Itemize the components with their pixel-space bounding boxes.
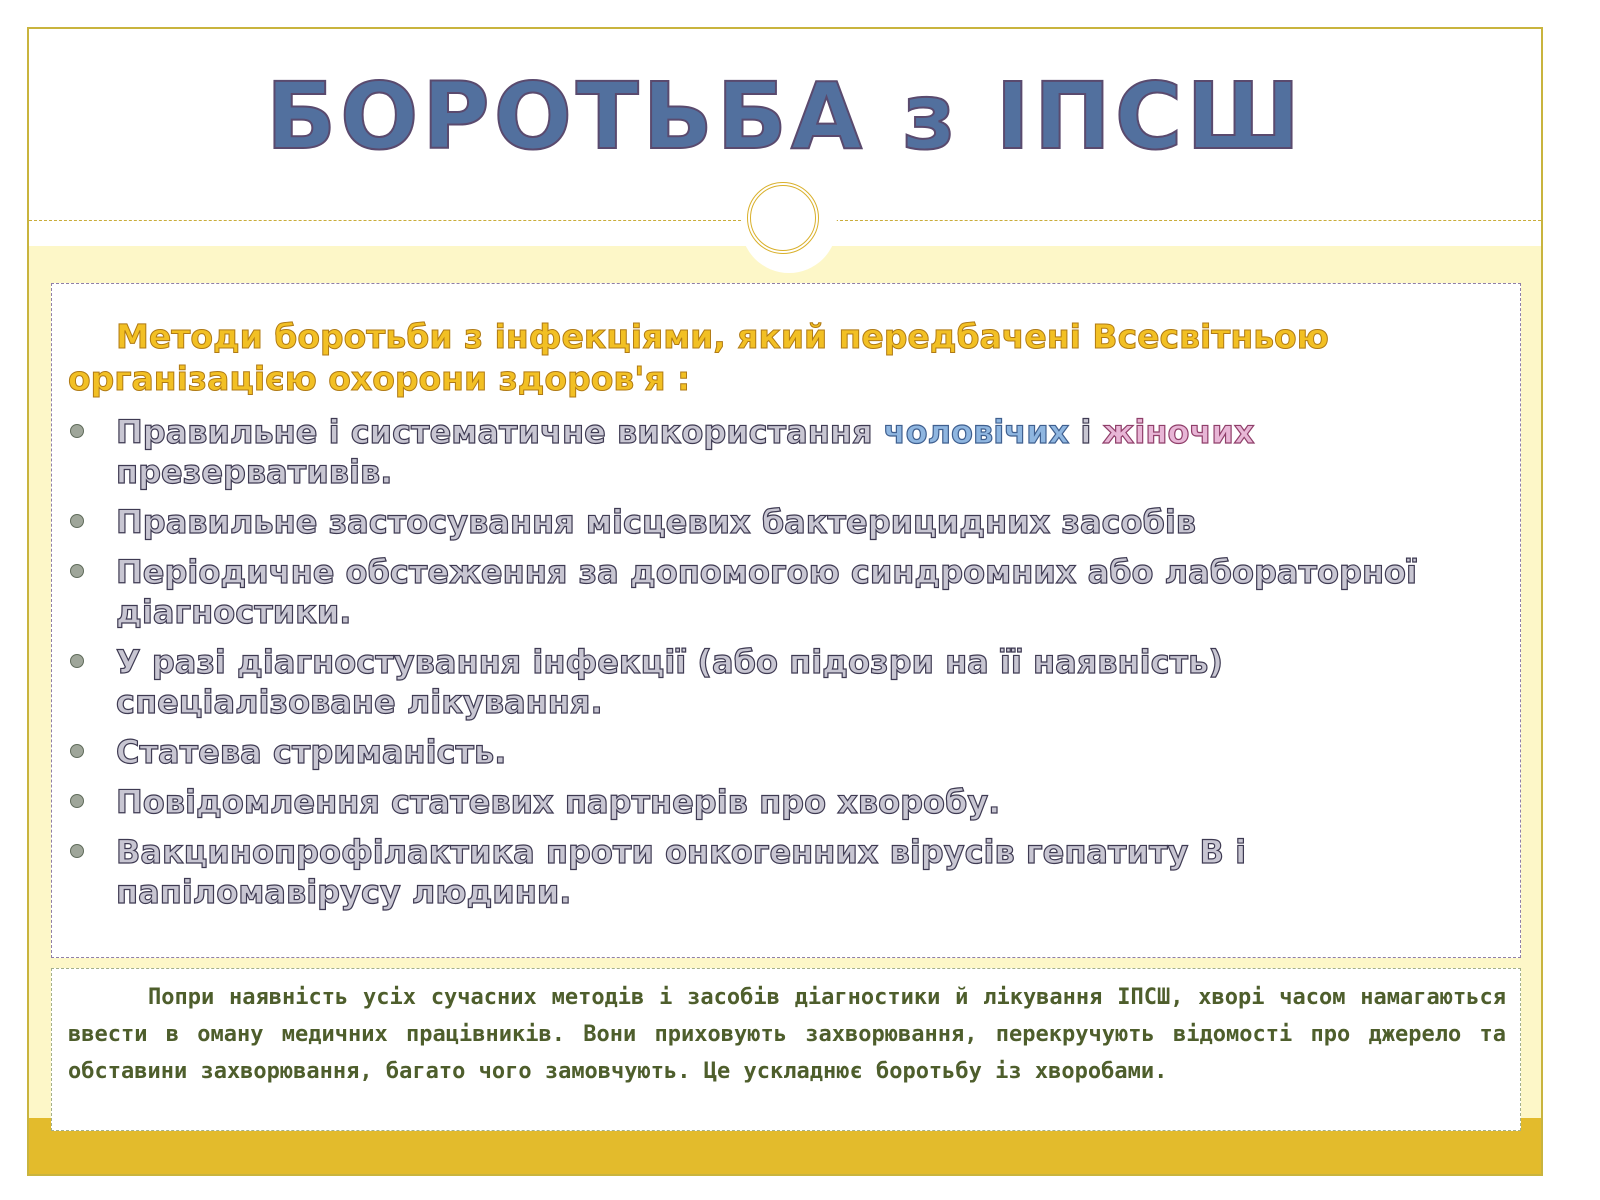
bullet-dot-icon <box>70 794 84 808</box>
note-paragraph: Попри наявність усіх сучасних методів і засобів діагностики й лікування ІПСШ, хворі часом намагаються ввести в оману медичних працівників. Вони приховують захворювання, перекручують відомості про джерело та обставини захворювання, багато чого замовчують. Це ускладнює боротьбу із хворобами. <box>68 985 1506 1084</box>
list-item <box>68 732 1508 772</box>
content-box <box>51 283 1521 958</box>
bullet-text: Правильне застосування місцевих бактерицидних засобів <box>116 503 1197 541</box>
bullet-dot-icon <box>70 844 84 858</box>
bullet-text: Статева стриманість. <box>116 733 507 771</box>
list-item <box>68 552 1508 632</box>
bullet-dot-icon <box>70 424 84 438</box>
bullet-text: Повідомлення статевих партнерів про хворобу. <box>116 783 1001 821</box>
bullet-text-end: презервативів. <box>116 453 393 491</box>
bullet-dot-icon <box>70 514 84 528</box>
list-item <box>68 412 1508 492</box>
list-item <box>68 502 1508 542</box>
note-box <box>51 968 1521 1131</box>
male-word: чоловічих <box>883 413 1070 451</box>
methods-list <box>68 412 1508 922</box>
bullet-text-start: Правильне і систематичне використання <box>116 413 884 451</box>
slide-frame <box>27 27 1543 1176</box>
title-divider-right <box>835 220 1541 221</box>
bullet-text: Вакцинопрофілактика проти онкогенних вірусів гепатиту В і папіломавірусу людини. <box>116 833 1247 911</box>
slide-title: БОРОТЬБА з ІПСШ <box>265 63 1305 170</box>
circle-ornament-icon <box>747 182 819 254</box>
bullet-text-middle: і <box>1069 413 1103 451</box>
female-word: жіночих <box>1102 413 1255 451</box>
list-item <box>68 832 1508 912</box>
list-item <box>68 782 1508 822</box>
bullet-dot-icon <box>70 654 84 668</box>
bullet-text: У разі діагностування інфекції (або підозри на її наявність) спеціалізоване лікування. <box>116 643 1223 721</box>
methods-heading: Методи боротьби з інфекціями, який передбачені Всесвітньою організацією охорони здоров'я : <box>68 317 1329 398</box>
bullet-dot-icon <box>70 564 84 578</box>
bullet-dot-icon <box>70 744 84 758</box>
title-divider-left <box>29 220 741 221</box>
list-item <box>68 642 1508 722</box>
bullet-text: Періодичне обстеження за допомогою синдромних або лабораторної діагностики. <box>116 553 1417 631</box>
